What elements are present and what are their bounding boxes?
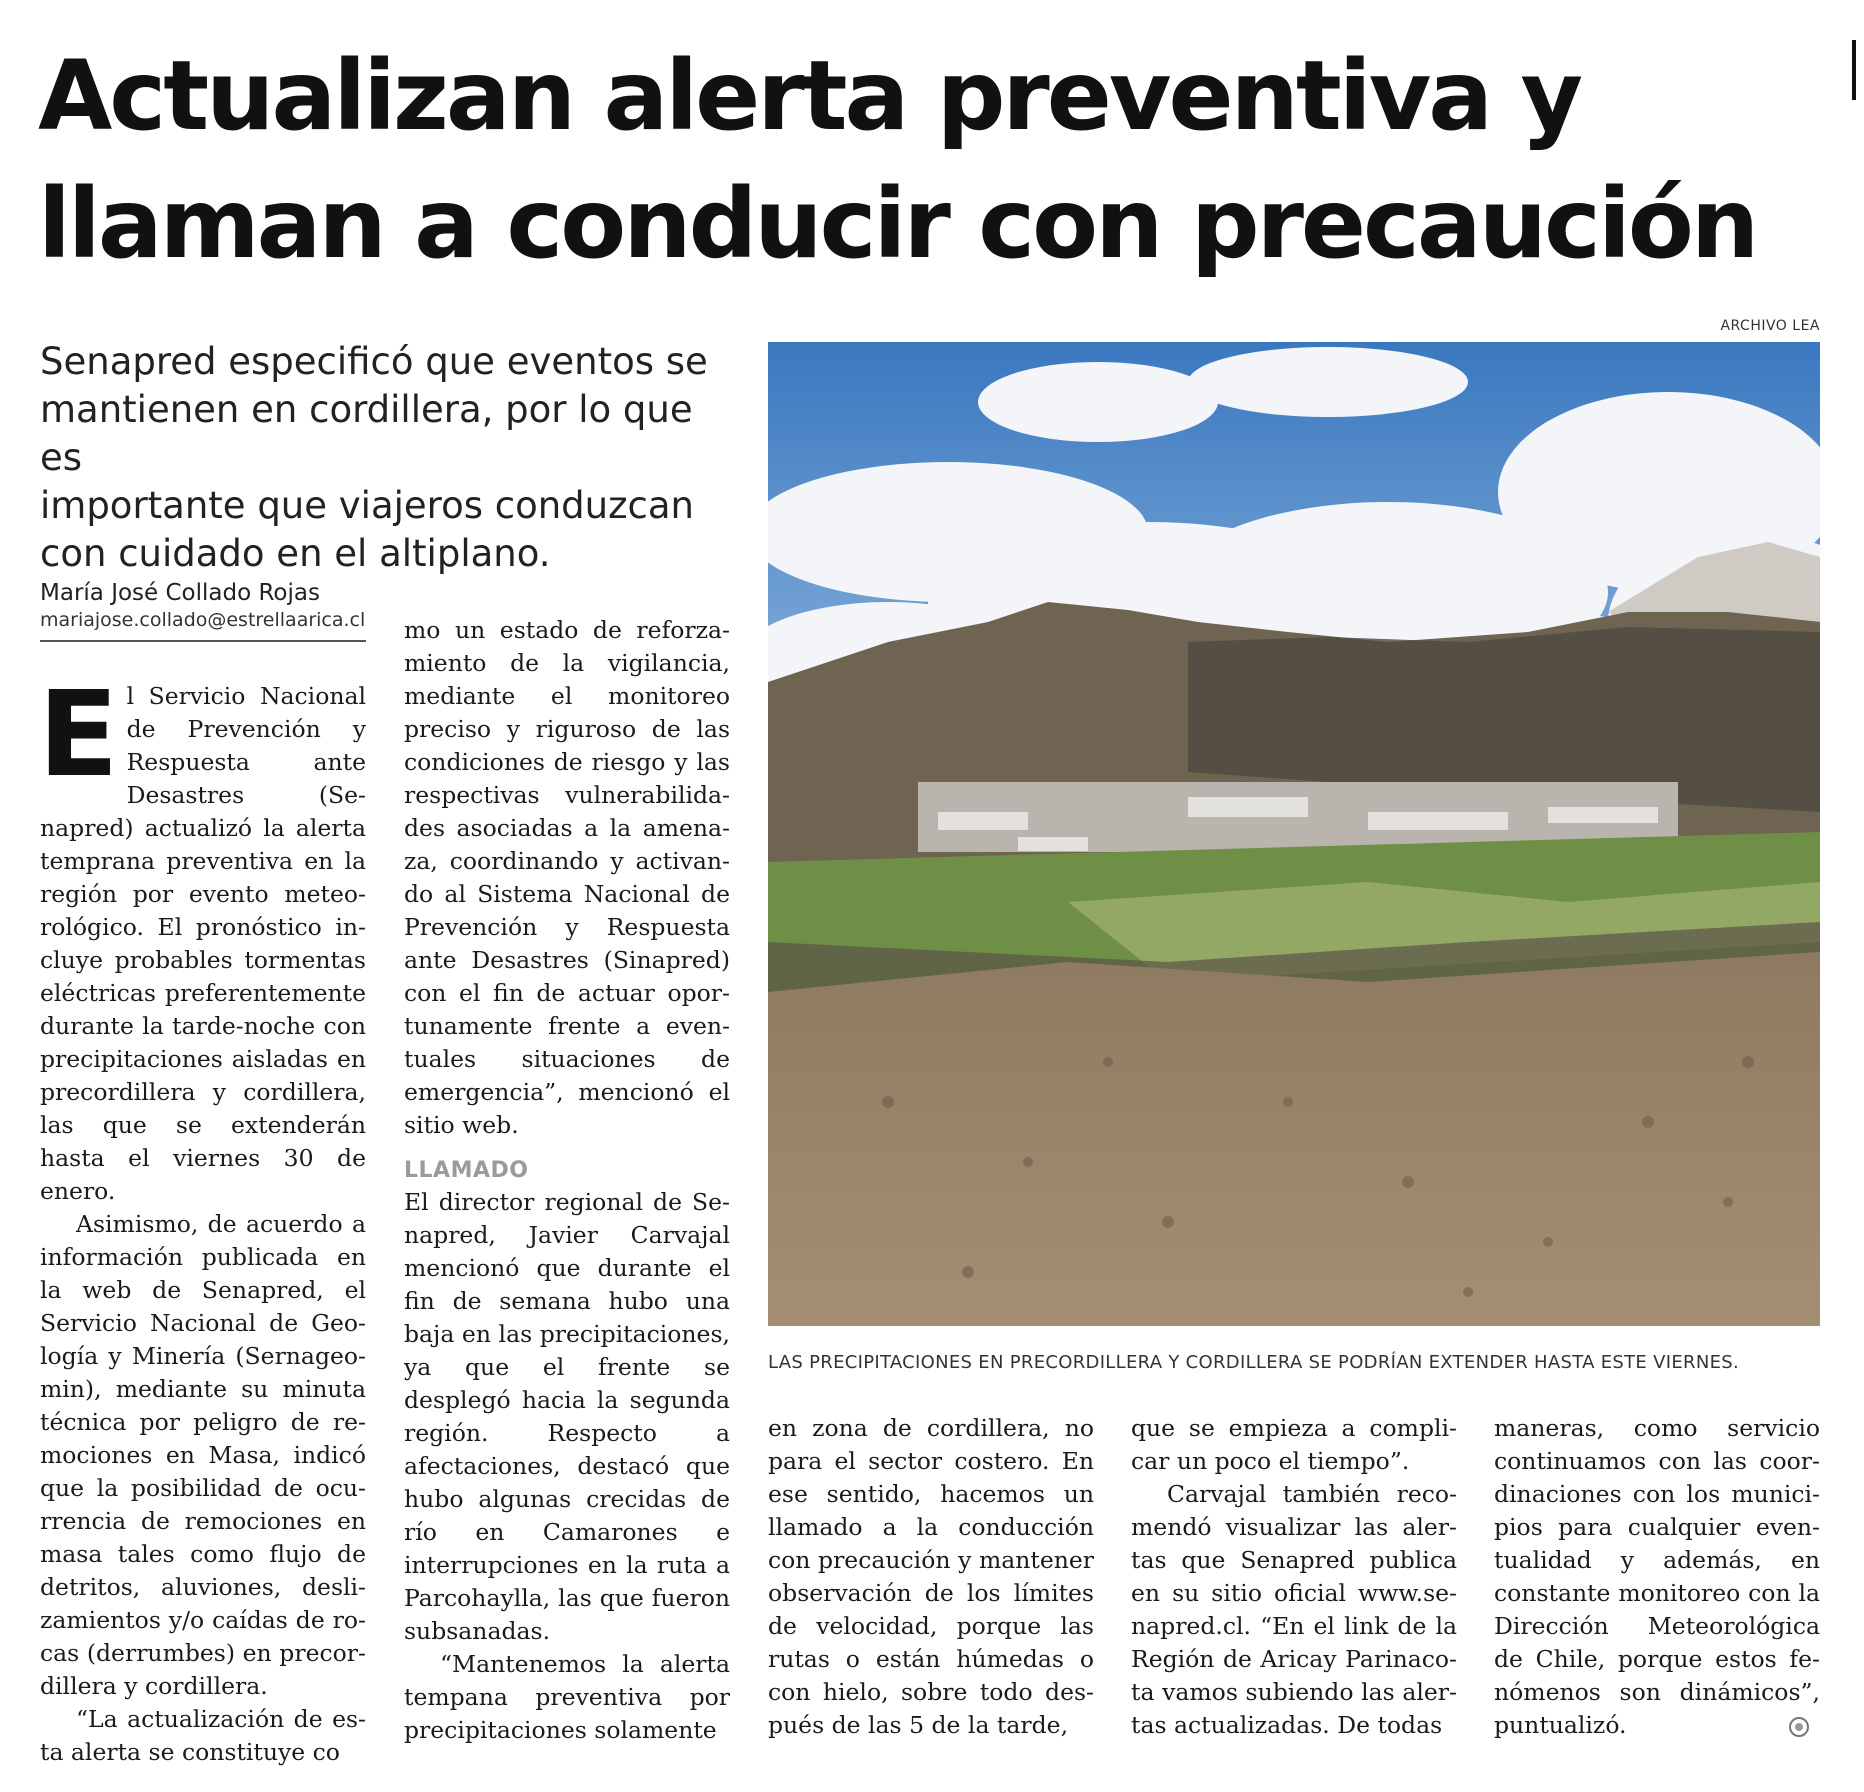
headline [38,32,1828,288]
paragraph: Asimismo, de acuerdo a información publicada en la web de Senapred, el Servicio Nacional de Geología y Minería (Sernageomin), mediante su minuta técnica por peligro de remociones en Masa, indicó que la posibilidad de ocurrencia de remociones en masa tales como flujo de detritos, aluviones, deslizamientos y/o caídas de rocas (derrumbes) en precordillera y cordillera. [40,1210,366,1700]
deck [40,338,730,578]
paragraph: Carvajal también recomendó visualizar las alertas que Senapred publica en su sitio oficial www.senapred.cl. “En el link de la Región de Aricay Parinacota vamos subiendo las alertas actualizadas. De todas [1131,1480,1457,1739]
dropcap: E [38,665,119,803]
foreground-slope [768,952,1820,1326]
deck-line: con cuidado en el altiplano. [40,532,551,575]
photo-credit: ARCHIVO LEA [1720,318,1820,334]
deck-line: importante que viajeros conduzcan [40,484,695,527]
landscape-photo [768,342,1820,1326]
deck-line: Senapred especificó que eventos se [40,340,708,383]
end-mark-icon [1788,1716,1810,1738]
body-column-3 [768,1412,1094,1742]
author-email: mariajose.collado@estrellaarica.cl [40,609,366,631]
body-column-2 [404,614,730,1747]
headline-line-1: Actualizan alerta preventiva y [38,40,1581,152]
edge-rule [1852,40,1856,100]
byline [40,578,366,642]
deck-line: mantienen en cordillera, por lo que es [40,388,693,479]
paragraph: que se empieza a complicar un poco el tiempo”. [1131,1414,1457,1475]
paragraph: El director regional de Senapred, Javier Carvajal mencionó que durante el fin de semana hubo una baja en las precipitaciones, ya que el frente se desplegó hacia la segunda región. Respecto a afectaciones, destacó que hubo algunas crecidas de río en Camarones e interrupciones en la ruta a Parcohaylla, las que fueron subsanadas. [404,1188,730,1645]
paragraph-text: l Servicio Nacional de Prevención y Respuesta ante Desastres (Senapred) actualizó la alerta temprana preventiva en la región por evento meteorológico. El pronóstico incluye probables tormentas eléctricas preferentemente durante la tarde-noche con precipitaciones aisladas en precordillera y cordillera, las que se extenderán hasta el viernes 30 de enero. [40,682,366,1205]
paragraph: mo un estado de reforzamiento de la vigilancia, mediante el monitoreo preciso y riguroso de las condiciones de riesgo y las respectivas vulnerabilidades asociadas a la amenaza, coordinando y activando al Sistema Nacional de Prevención y Respuesta ante Desastres (Sinapred) con el fin de actuar oportunamente frente a eventuales situaciones de emergencia”, mencionó el sitio web. [404,616,730,1139]
subhead: LLAMADO [404,1158,529,1183]
photo-caption: LAS PRECIPITACIONES EN PRECORDILLERA Y CORDILLERA SE PODRÍAN EXTENDER HASTA ESTE VIERNES. [768,1352,1740,1373]
paragraph: en zona de cordillera, no para el sector costero. En ese sentido, hacemos un llamado a la conducción con precaución y mantener observación de los límites de velocidad, porque las rutas o están húmedas o con hielo, sobre todo después de las 5 de la tarde, [768,1414,1094,1739]
paragraph: “La actualización de esta alerta se constituye co [40,1705,366,1766]
headline-line-2: llaman a conducir con precaución [38,168,1757,280]
body-column-5 [1494,1412,1820,1742]
body-column-4 [1131,1412,1457,1742]
author-name: María José Collado Rojas [40,580,320,606]
body-column-1 [38,665,366,1769]
paragraph: “Mantenemos la alerta tempana preventiva por precipitaciones solamente [404,1650,730,1744]
paragraph [38,665,366,1208]
paragraph: maneras, como servicio continuamos con las coordinaciones con los municipios para cualquier eventualidad y además, en constante monitoreo con la Dirección Meteorológica de Chile, porque estos fenómenos son dinámicos”, puntualizó. [1494,1414,1820,1739]
